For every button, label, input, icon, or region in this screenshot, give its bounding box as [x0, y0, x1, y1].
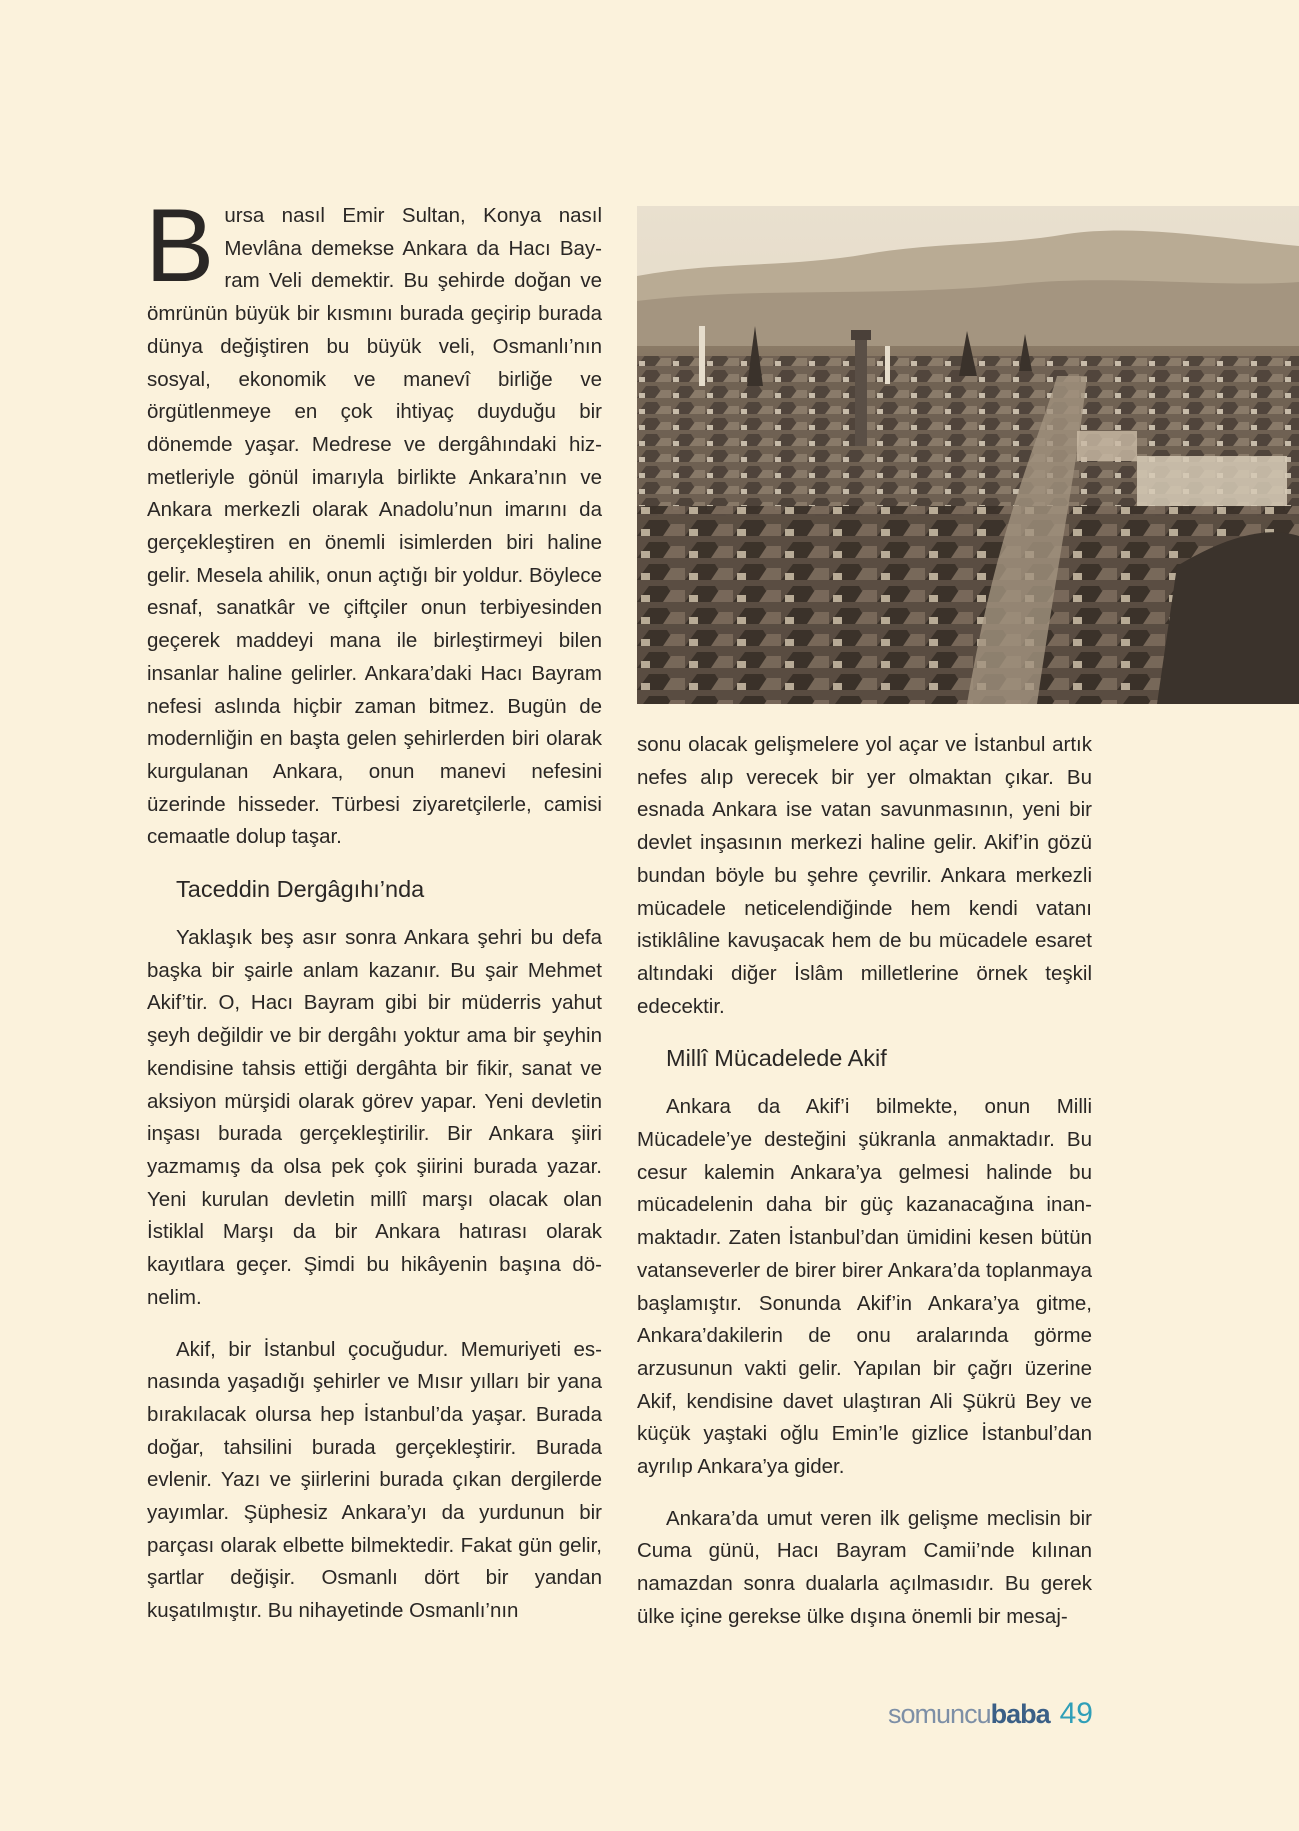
section-heading-milli-mucadele: Millî Mücadelede Akif	[666, 1045, 887, 1072]
intro-paragraph	[145, 188, 602, 854]
page-number: 49	[1059, 1697, 1093, 1730]
paragraph-sonu-olacak: sonu olacak gelişmelere yol açar ve İstanbul artık nefes alıp verecek bir yer olmaktan çıkar. Bu esnada Ankara ise vatan savunmasının, yeni bir devlet inşasının merkezi haline gelir. Akif’in gözü bundan böyle bu şehre çevrilir. Ankara merkezli mücadele neticelendiğinde hem kendi vatanı istiklâline kavuşacak hem de bu mücadele esaret altındaki diğer İslâm milletlerine örnek teşkil edecektir.	[637, 733, 1092, 1018]
brand-name-part2: baba	[990, 1699, 1050, 1729]
intro-text: ursa nasıl Emir Sultan, Konya nasıl Mevlâna demekse Ankara da Hacı Bayram Veli demektir. Bu şehirde doğan ve ömrünün büyük bir kısmını burada geçirip burada dünya değiştiren bu büyük veli, Osmanlı’nın sosyal, ekonomik ve manevî birliğe ve örgütlenmeye en çok ihtiyaç duyduğu bir dönemde yaşar. Medrese ve dergâhındaki hizmetleriyle gönül imarıyla birlikte Ankara’nın ve Ankara merkezli olarak Anadolu’nun imarını da gerçekleştiren en önemli isimlerden biri haline gelir. Mesela ahilik, onun açtığı bir yoldur. Böylece esnaf, sanatkâr ve çiftçiler onun terbiyesinden geçerek maddeyi mana ile birleştirmeyi bilen insanlar haline gelirler. Ankara’daki Hacı Bayram nefesi aslında hiçbir zaman bitmez. Bugün de modernliğin en başta gelen şehirlerden biri olarak kurgulanan Ankara, onun manevi nefesini üzerinde hisseder. Türbesi ziyaretçilerle, camisi cemaatle dolup taşar.	[147, 204, 602, 849]
brand-name-part1: somuncu	[888, 1699, 991, 1729]
paragraph-umut-veren: Ankara’da umut veren ilk gelişme meclisin bir Cuma günü, Hacı Bayram Camii’nde kılınan namazdan sonra dualarla açılmasıdır. Bu gerek ülke içine gerekse ülke dışına önemli bir mesaj-	[637, 1506, 1092, 1628]
paragraph-akif-istanbul: Akif, bir İstanbul çocuğudur. Memuriyeti esnasında yaşadığı şehirler ve Mısır yılları bir yana bırakılacak olursa hep İstanbul’da yaşar. Burada doğar, tahsilini burada gerçekleştirir. Burada evlenir. Yazı ve şiirlerini burada çıkan dergilerde yayımlar. Şüphesiz Ankara’yı da yurdunun bir parçası olarak elbette bilmektedir. Fakat gün gelir, şartlar değişir. Osmanlı dört bir yandan kuşatılmıştır. Bu nihayetinde Osmanlı’nın	[147, 1337, 602, 1623]
left-column	[145, 188, 602, 1647]
paragraph-ankara-da-akif: Ankara da Akif’i bilmekte, onun Milli Mücadele’ye desteğini şükranla anmaktadır. Bu cesur kalemin Ankara’ya gelmesi halinde bu mücadelenin daha bir güç kazanacağına inanmaktadır. Zaten İstanbul’dan ümidini kesen bütün vatanseverler de birer birer Ankara’da toplanmaya başlamıştır. Sonunda Akif’in Ankara’ya gitme, Ankara’dakilerin de onu aralarında görme arzusunun vakti gelir. Yapılan bir çağrı üzerine Akif, kendisine davet ulaştıran Ali Şükrü Bey ve küçük yaştaki oğlu Emin’le gizlice İstanbul’dan ayrılıp Ankara’ya gider.	[637, 1095, 1092, 1479]
section-heading-taceddin: Taceddin Dergâgıhı’nda	[176, 876, 425, 903]
drop-cap: B	[145, 188, 215, 304]
paragraph-yaklasik: Yaklaşık beş asır sonra Ankara şehri bu defa başka bir şairle anlam kazanır. Bu şair Mehmet Akif’tir. O, Hacı Bayram gibi bir müderris yahut şeyh değildir ve bir dergâhı yoktur ama bir şeyhin kendisine tahsis ettiği dergâhta bir fikir, sanat ve aksiyon mürşidi olarak görev yapar. Yeni devletin inşası burada gerçekleştirilir. Bir Ankara şiiri yazmamış da olsa pek çok şiirini burada yazar. Yeni kurulan devletin millî marşı olacak olan İstiklal Marşı da bir Ankara hatırası olarak kayıtlara geçer. Şimdi bu hikâyenin başına dönelim.	[147, 926, 602, 1309]
right-column	[637, 729, 1092, 1653]
historic-ankara-photo	[637, 206, 1299, 704]
page-footer	[888, 1697, 1093, 1731]
